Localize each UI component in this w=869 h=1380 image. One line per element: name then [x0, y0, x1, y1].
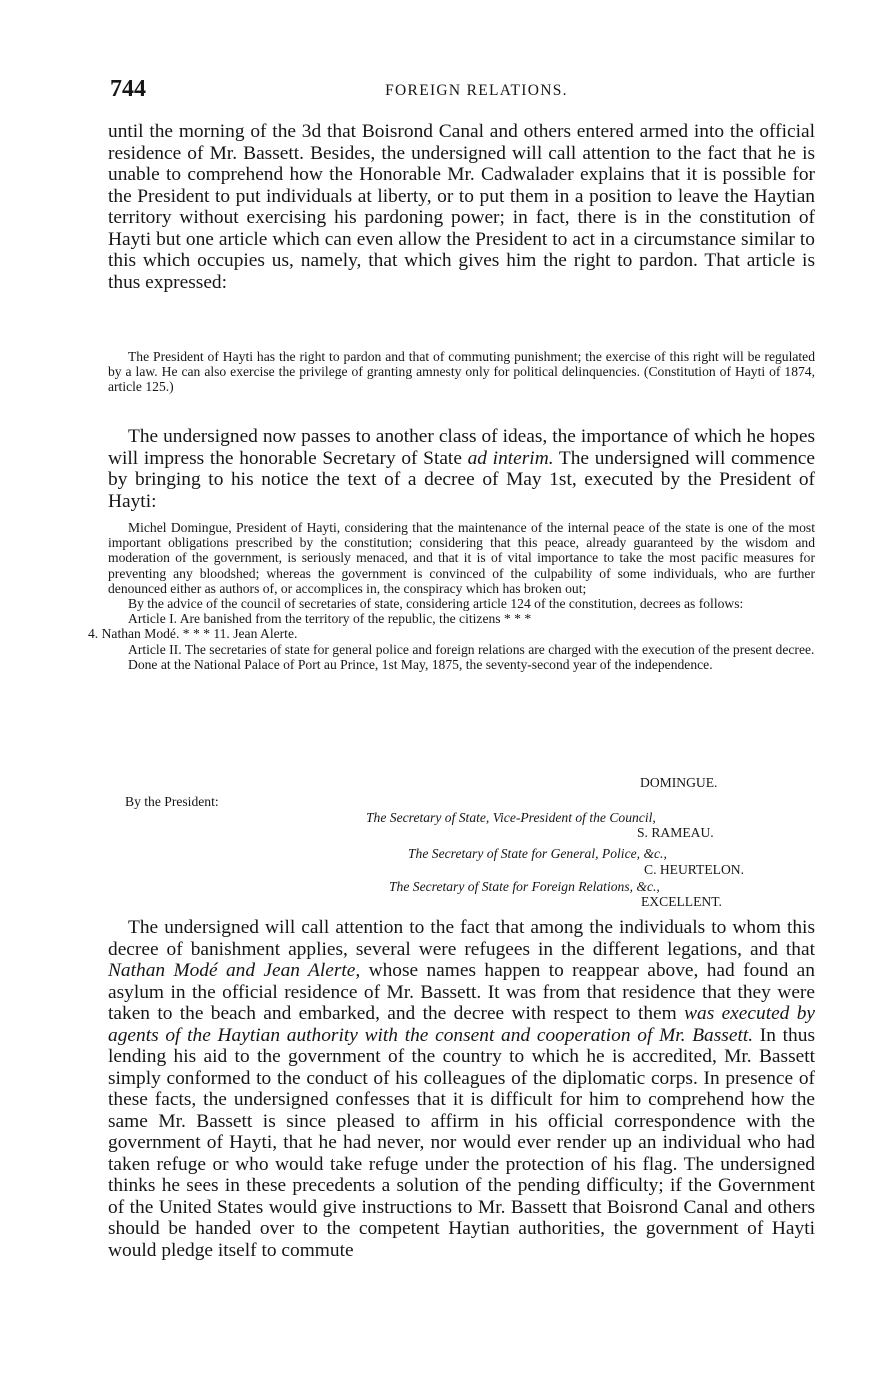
decree-article-2: Article II. The secretaries of state for general police and foreign relations are charged with the execution of the present decree.: [128, 641, 815, 657]
secretary-1-title: The Secretary of State, Vice-President of the Council,: [366, 810, 656, 825]
decree-block: [88, 520, 815, 672]
article-1-line-2: 4. Nathan Modé. * * * 11. Jean Alerte.: [88, 626, 298, 642]
refugee-names-italic: Nathan Modé and Jean Alerte,: [108, 960, 361, 981]
para3-text-c: In thus lending his aid to the government of the country to which he is accredited, Mr. Bassett simply conformed to the conduct of his colleagues of the diplomatic corps. In presence of these facts, the undersigned confesses that it is difficult for him to comprehend how the same Mr. Bassett is since pleased to affirm in his official correspondence with the government of Hayti, that he had never, nor would ever render up an individual who had taken refuge or who would take refuge under the protection of his flag. The undersigned thinks he sees in these precedents a solution of the pending difficulty; if the Government of the United States would give instructions to Mr. Bassett that Boisrond Canal and others should be handed over to the competent Haytian authorities, the government of Hayti would pledge itself to commute: [108, 1024, 815, 1261]
decree-preamble: Michel Domingue, President of Hayti, considering that the maintenance of the internal peace of the state is one of the most important obligations prescribed by the constitution; considering that this peace, already guaranteed by the wisdom and moderation of the government, is seriously menaced, and that it is of vital importance to take the most pacific measures for preventing any bloodshed; whereas the government is convinced of the culpability of some individuals, who are further denounced either as authors of, or accomplices in, the conspiracy which has broken out;: [108, 520, 815, 596]
para2-text-b: The undersigned will commence by bringing to his notice the text of a decree of May 1st, executed by the President of Hayti:: [108, 447, 815, 512]
para2-text-a: The undersigned now passes to another class of ideas, the importance of which he hopes will impress the honorable Secretary of State: [108, 426, 815, 469]
page-header: [110, 76, 813, 106]
secretary-3-title: The Secretary of State for Foreign Relations, &c.,: [389, 879, 660, 894]
decree-article-1: [88, 611, 815, 642]
running-title: FOREIGN RELATIONS.: [385, 82, 568, 99]
decree-done-at: Done at the National Palace of Port au Prince, 1st May, 1875, the seventy-second year of the independence.: [128, 656, 713, 672]
paragraph-decree-intro: [108, 426, 815, 512]
paragraph-continuation: until the morning of the 3d that Boisrond Canal and others entered armed into the official residence of Mr. Bassett. Besides, the undersigned will call attention to the fact that he is unable to comprehend how the Honorable Mr. Cadwalader explains that it is possible for the President to put individuals at liberty, or to put them in a position to leave the Haytian territory without exercising his pardoning power; in fact, there is in the constitution of Hayti but one article which can even allow the President to act in a circumstance similar to this which occupies us, namely, that which gives him the right to pardon. That article is thus expressed:: [108, 121, 815, 293]
ad-interim-italic: ad interim.: [467, 447, 554, 469]
para3-text-a: The undersigned will call attention to the fact that among the individuals to whom this decree of banishment applies, several were refugees in the different legations, and that: [108, 917, 815, 960]
page-number: 744: [110, 76, 146, 102]
article-1-line-1: Article I. Are banished from the territory of the republic, the citizens * * *: [128, 611, 532, 627]
paragraph-banishment: [108, 917, 815, 1261]
secretary-2-name: C. HEURTELON.: [644, 862, 744, 877]
secretary-2-title: The Secretary of State for General, Police, &c.,: [408, 846, 667, 861]
secretary-1-name: S. RAMEAU.: [637, 825, 714, 840]
constitution-quote: The President of Hayti has the right to pardon and that of commuting punishment; the exercise of this right will be regulated by a law. He can also exercise the privilege of granting amnesty only for political delinquencies. (Constitution of Hayti of 1874, article 125.): [108, 349, 815, 395]
decree-advice: By the advice of the council of secretaries of state, considering article 124 of the constitution, decrees as follows:: [128, 596, 744, 612]
decree-signer: DOMINGUE.: [640, 775, 718, 790]
by-the-president: By the President:: [125, 794, 219, 809]
para3-text-b: whose names happen to reappear above, had found an asylum in the official residence of Mr. Bassett. It was from that residence that they were taken to the beach and embarked, and the decree with respect to them: [108, 960, 815, 1024]
secretary-3-name: EXCELLENT.: [641, 894, 722, 909]
executed-clause-italic: was executed by agents of the Haytian authority with the consent and cooperation of Mr. Bassett.: [108, 1003, 816, 1046]
